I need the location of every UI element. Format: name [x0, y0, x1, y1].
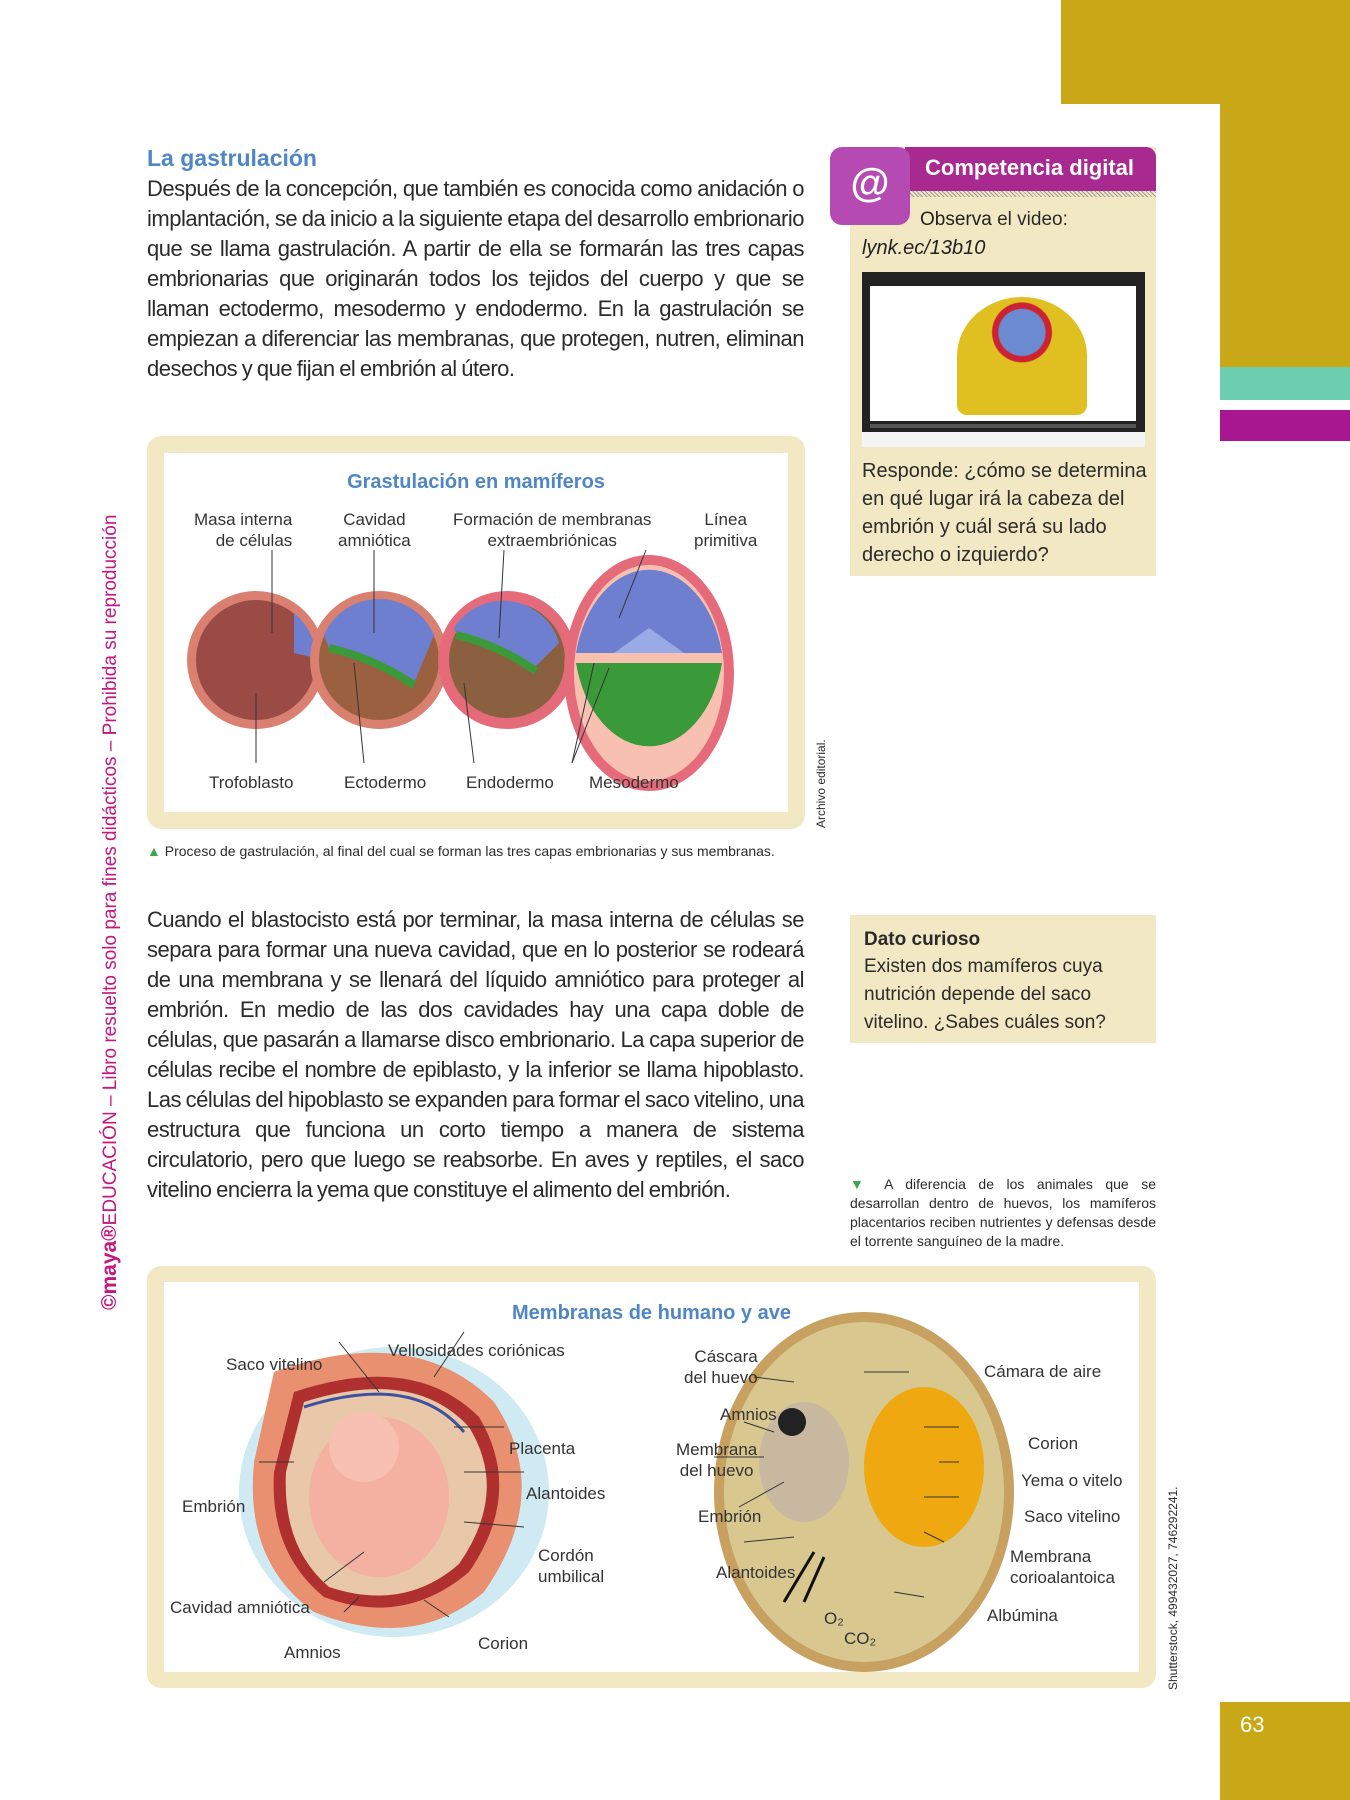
label-albumina: Albúmina [987, 1606, 1058, 1625]
bird-egg [714, 1312, 1014, 1672]
observe-text [920, 209, 1068, 231]
label-cascara: Cáscara del huevo [684, 1347, 758, 1387]
observe-rest: el video: [991, 209, 1068, 230]
figure1-title: Grastulación en mamíferos [347, 471, 605, 493]
respond-bold: Responde [862, 460, 954, 482]
label-corion-b: Corion [1028, 1434, 1079, 1453]
observe-bold: Observa [920, 209, 992, 230]
label-alantoides-h: Alantoides [526, 1484, 606, 1503]
corner-decoration-side [1220, 100, 1350, 387]
figure-panel [164, 453, 788, 812]
gastrulation-illustration [164, 453, 788, 812]
hatch-line [905, 191, 1156, 197]
section-title: La gastrulación [147, 145, 317, 171]
label-masa-interna: Masa interna de células [194, 510, 293, 550]
label-saco-b: Saco vitelino [1024, 1507, 1121, 1526]
caption2-text: A diferencia de los animales que se desarrollan dentro de huevos, los mamíferos placentarios reciben nutrientes y defensas desde el torrente sanguíneo de la madre. [850, 1176, 1156, 1249]
page-number: 63 [1240, 1712, 1265, 1737]
label-cordon: Cordón umbilical [538, 1546, 605, 1586]
video-thumbnail[interactable] [862, 272, 1145, 447]
digital-competence-box [850, 147, 1156, 576]
label-vellosidades: Vellosidades coriónicas [388, 1341, 565, 1360]
respond-rest: : ¿cómo se determina en qué lugar irá la cabeza del embrión y cuál será su lado derecho o izquierdo? [862, 460, 1147, 566]
label-co2: CO₂ [844, 1629, 877, 1648]
label-placenta: Placenta [509, 1439, 576, 1458]
label-yema: Yema o vitelo [1021, 1471, 1123, 1490]
figure1-credit: Archivo editorial. [814, 739, 828, 828]
stage-2 [310, 591, 448, 729]
section-paragraph: Después de la concepción, que también es conocida como anidación o implantación, se da inicio a la siguiente etapa del desarrollo embrionario que se llama gastrulación. A partir de ella se formarán las tres capas embrionarias que originarán todos los tejidos del cuerpo y que se llaman ectodermo, mesodermo y endodermo. En la gastrulación se empiezan a diferenciar las membranas, que protegen, nutren, eliminan desechos y que fijan el embrión al útero. [147, 176, 804, 381]
triangle-down-icon: ▼ [850, 1176, 885, 1192]
label-camara: Cámara de aire [984, 1362, 1102, 1381]
label-cavidad: Cavidad amniótica [170, 1598, 310, 1617]
label-membrana-huevo: Membrana del huevo [676, 1440, 758, 1480]
side-text: EDUCACIÓN – Libro resuelto solo para fines didácticos – Prohibida su reproducción [100, 514, 121, 1226]
video-below [862, 432, 1145, 447]
label-amnios-b: Amnios [720, 1405, 777, 1424]
dato-curioso-box [850, 915, 1156, 1043]
stage-3 [438, 591, 576, 729]
label-embrion-h: Embrión [182, 1497, 246, 1516]
at-icon: @ [830, 147, 910, 225]
membranes-figure [147, 1266, 1156, 1688]
dato-title: Dato curioso [864, 929, 981, 950]
label-cavidad-amniotica: Cavidad amniótica [338, 510, 411, 550]
label-corion-h: Corion [478, 1634, 529, 1653]
caption-text: Proceso de gastrulación, al final del cual se forman las tres capas embrionarias y sus membranas. [164, 843, 775, 859]
label-endodermo: Endodermo [466, 773, 554, 792]
label-mesodermo: Mesodermo [589, 773, 679, 792]
label-amnios-h: Amnios [284, 1643, 341, 1662]
stage-4 [564, 555, 734, 791]
label-formacion-membranas: Formación de membranas extraembriónicas [453, 510, 652, 550]
paragraph-2: Cuando el blastocisto está por terminar, la masa interna de células se separa para formar una nueva cavidad, que en lo posterior se rodeará de una membrana y se llenará del líquido amniótico para proteger al embrión. En medio de las dos cavidades hay una capa doble de células, que pasarán a llamarse disco embrionario. La capa superior de células recibe el nombre de epiblasto, y la inferior se llama hipoblasto. Las células del hipoblasto se expanden para formar el saco vitelino, una estructura que funciona un corto tiempo a manera de sistema circulatorio, pero que luego se reabsorbe. En aves y reptiles, el saco vitelino encierra la yema que constituye el alimento del embrión. [147, 907, 804, 1202]
video-link[interactable]: lynk.ec/13b10 [862, 237, 986, 259]
embryo-thumbnail [957, 297, 1087, 415]
gastrulation-figure [147, 436, 805, 829]
caption-2 [850, 1175, 1156, 1251]
human-uterus [239, 1347, 549, 1637]
label-trofoblasto: Trofoblasto [209, 773, 294, 792]
label-corioalantoica: Membrana corioalantoica [1010, 1547, 1115, 1587]
figure1-caption [147, 843, 775, 859]
label-linea-primitiva: Línea primitiva [694, 510, 758, 550]
label-embrion-b: Embrión [698, 1507, 762, 1526]
brand-logo: ©maya® [98, 1225, 121, 1310]
figure2-title: Membranas de humano y ave [512, 1302, 791, 1324]
label-o2: O₂ [824, 1609, 844, 1628]
triangle-up-icon: ▲ [147, 843, 165, 859]
teal-stripe [1220, 367, 1350, 400]
dato-text: Existen dos mamíferos cuya nutrición depende del saco vitelino. ¿Sabes cuáles son? [864, 956, 1106, 1033]
figure2-panel [164, 1282, 1139, 1672]
label-alantoides-b: Alantoides [716, 1563, 796, 1582]
side-copyright [98, 515, 122, 1310]
label-saco-vitelino: Saco vitelino [226, 1355, 323, 1374]
figure2-credit: Shutterstock, 499432027, 746292241. [1166, 1486, 1180, 1690]
digital-title: Competencia digital [925, 155, 1135, 180]
label-ectodermo: Ectodermo [344, 773, 427, 792]
video-progress [870, 424, 1136, 428]
magenta-stripe [1220, 410, 1350, 441]
corner-decoration-top [1061, 0, 1350, 104]
respond-text [862, 457, 1147, 569]
